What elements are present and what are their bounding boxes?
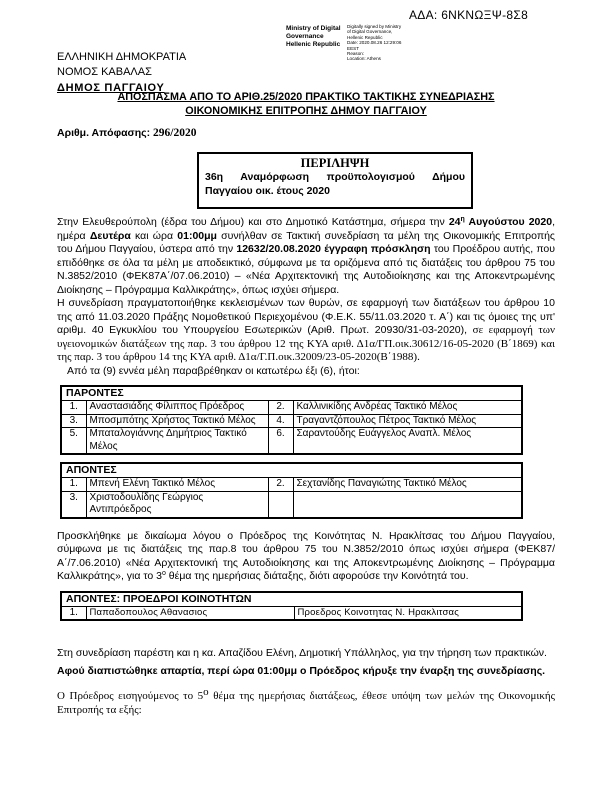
decision-number-value: 296/2020 xyxy=(153,127,197,139)
table-cell: Αναστασιάδης Φίλιππος Πρόεδρος xyxy=(86,401,268,415)
text-segment: ο xyxy=(161,570,166,577)
text-segment: η xyxy=(460,216,465,223)
table-header-cell: ΑΠΟΝΤΕΣ xyxy=(61,463,522,478)
signature-detail-line: of Digital Governance, xyxy=(347,29,393,35)
table-cell: Τραγαντζόπουλος Πέτρος Τακτικό Μέλος xyxy=(293,414,522,428)
text-segment: Δευτέρα xyxy=(89,229,131,242)
digital-signature-stamp xyxy=(286,25,346,48)
body-paragraph-invited-president xyxy=(57,530,555,584)
text-segment: 24 xyxy=(448,216,461,228)
decision-number xyxy=(57,127,196,139)
signature-detail-line: Digitally signed by Ministry xyxy=(347,24,402,29)
table-row xyxy=(61,606,522,620)
table-cell: Σαραντούδης Ευάγγελος Αναπλ. Μέλος xyxy=(293,428,522,455)
summary-text: 36η Αναμόρφωση προϋπολογισμού Δήμου Παγγαίου οικ. έτους 2020 xyxy=(205,171,465,197)
stamp-org-line: Governance xyxy=(286,32,324,40)
table-cell: Σεχτανίδης Παναγιώτης Τακτικό Μέλος xyxy=(293,478,522,492)
text-segment: Η συνεδρίαση πραγματοποιήθηκε κεκλεισμένων των θυρών, σε εφαρμογή των διατάξεων του άρθρου 10 της από 11.03.2020 Πράξης Νομοθετικού Περιεχομένου (Φ.Ε.Κ. 55/11.03.2020 τ. Α΄) και τις όμοιες της υπ' αριθμ. 40 Εγκυκλίου του Υπουργείου Εσωτερικών (Αριθ. Πρωτ. 20930/31-03-2020), xyxy=(57,297,555,336)
text-segment: 01:00μμ xyxy=(177,229,217,242)
signature-detail-line: EEST xyxy=(347,45,359,51)
table-cell: Μπαταλογιάννης Δημήτριος Τακτικό Μέλος xyxy=(86,428,268,455)
table-row xyxy=(61,428,522,455)
table-header-cell: ΠΑΡΟΝΤΕΣ xyxy=(61,386,522,401)
text-segment: θέμα της ημερήσιας διατάξεως, έθεσε υπόψη των μελών της Οικονομικής Επιτροπής τα εξής: xyxy=(57,690,555,716)
body-paragraph-attendance: Από τα (9) εννέα μέλη παραβρέθηκαν οι κατωτέρω έξι (6), ήτοι: xyxy=(67,364,360,377)
table-header-cell: ΑΠΟΝΤΕΣ: ΠΡΟΕΔΡΟΙ ΚΟΙΝΟΤΗΤΩΝ xyxy=(61,592,522,607)
signature-detail-line: Location: Athens xyxy=(347,56,381,62)
summary-heading: ΠΕΡΙΛΗΨΗ xyxy=(300,156,370,170)
body-paragraph-quorum: Αφού διαπιστώθηκε απαρτία, περί ώρα 01:00μμ ο Πρόεδρος κήρυξε την έναρξη της συνεδρίασης. xyxy=(57,664,546,677)
document-body xyxy=(57,216,555,717)
text-segment: , ημέρα xyxy=(57,216,555,242)
text-segment: και ώρα xyxy=(130,229,178,242)
table-cell xyxy=(268,491,293,518)
table-cell: 3. xyxy=(61,414,86,428)
body-paragraph-secretary: Στη συνεδρίαση παρέστη και η κα. Απαζίδου Ελένη, Δημοτική Υπάλληλος, για την τήρηση των πρακτικών. xyxy=(57,647,547,659)
table-cell: Καλλινικίδης Ανδρέας Τακτικό Μέλος xyxy=(293,401,522,415)
text-segment: θέμα της ημερήσιας διάταξης, διότι αφορούσε την Κοινότητά του. xyxy=(165,570,469,582)
letterhead xyxy=(57,50,186,96)
signature-detail-line: Date: 2020.08.26 12:29:06 xyxy=(347,40,402,46)
table-cell: 2. xyxy=(268,401,293,415)
table-cell: Μπενή Ελένη Τακτικό Μέλος xyxy=(86,478,268,492)
document-title-line1: ΑΠΟΣΠΑΣΜΑ ΑΠΟ ΤΟ ΑΡΙΘ.25/2020 ΠΡΑΚΤΙΚΟ ΤΑΚΤΙΚΗΣ ΣΥΝΕΔΡΙΑΣΗΣ xyxy=(117,91,495,103)
signature-detail-line: Reason: xyxy=(347,51,365,57)
letterhead-municipality: ΔΗΜΟΣ ΠΑΓΓΑΙΟΥ xyxy=(57,82,165,94)
table-cell: 1. xyxy=(61,401,86,415)
table-row xyxy=(61,478,522,492)
text-segment: 12632/20.08.2020 έγγραφη πρόσκληση xyxy=(236,243,431,255)
summary-box xyxy=(197,152,473,209)
table-cell: Μποσμπότης Χρήστος Τακτικό Μέλος xyxy=(86,414,268,428)
table-header-row xyxy=(61,463,522,478)
text-segment: του Προέδρου αυτής, που επιδόθηκε σε όλα τα μέλη με αποδεικτικό, σύμφωνα με τα οριζόμενα από τις διατάξεις του άρθρου 75 του Ν.3852/2010 (ΦΕΚ87Α΄/07.06.2010) – «Νέα Αρχιτεκτονική της Αυτοδιοίκησης και της Αποκεντρωμένης Διοίκησης – Πρόγραμμα Καλλικράτης», όπως ισχύει σήμερα. xyxy=(57,243,556,296)
absent-members-table xyxy=(60,462,523,519)
table-cell: Προεδρος Κοινοτητας Ν. Ηρακλιτσας xyxy=(294,606,522,620)
table-cell xyxy=(293,491,522,518)
text-segment: ο xyxy=(203,686,209,698)
table-cell: 1. xyxy=(61,478,86,492)
table-cell: 5. xyxy=(61,428,86,455)
table-cell: 2. xyxy=(268,478,293,492)
document-title xyxy=(0,91,612,118)
text-segment: σε εφαρμογή των υγειονομικών διατάξεων της παρ. 3 του άρθρου 12 της ΚΥΑ αριθ. Δ1α/ΓΠ.οικ.30612/16-05-2020 (Β΄1869) και της παρ. 3 του άρθρου 14 της ΚΥΑ αριθ. Δ1α/Γ.Π.οικ.32009/23-05-2020(Β΄1988). xyxy=(57,324,555,363)
body-paragraph-agenda-item xyxy=(57,686,555,717)
table-cell: 6. xyxy=(268,428,293,455)
absent-presidents-table xyxy=(60,591,523,622)
table-row xyxy=(61,491,522,518)
table-header-row xyxy=(61,592,522,607)
text-segment: συνήλθαν σε Τακτική συνεδρίαση τα μέλη της Οικονομικής Επιτροπής του Δήμου Παγγαίου, ύστερα από την xyxy=(57,229,555,255)
letterhead-prefecture: ΝΟΜΟΣ ΚΑΒΑΛΑΣ xyxy=(57,66,152,78)
signature-details xyxy=(347,24,427,62)
table-cell: 1. xyxy=(61,606,86,620)
text-segment: Στην Ελευθερούπολη (έδρα του Δήμου) και στο Δημοτικό Κατάστημα, σήμερα την xyxy=(57,216,449,228)
table-cell: 4. xyxy=(268,414,293,428)
stamp-org-line: Hellenic Republic xyxy=(286,40,341,48)
body-paragraph-closed-doors xyxy=(57,297,555,365)
document-title-line2: ΟΙΚΟΝΟΜΙΚΗΣ ΕΠΙΤΡΟΠΗΣ ΔΗΜΟΥ ΠΑΓΓΑΙΟΥ xyxy=(185,104,427,117)
text-segment: Ο Πρόεδρος εισηγούμενος το 5 xyxy=(57,690,204,702)
table-cell: Χριστοδουλίδης Γεώργιος Αντιπρόεδρος xyxy=(86,491,268,518)
body-paragraph-session-intro xyxy=(57,216,555,297)
ada-number: ΑΔΑ: 6ΝΚΝΩΞΨ-8Σ8 xyxy=(409,8,529,22)
table-cell: 3. xyxy=(61,491,86,518)
stamp-org-line: Ministry of Digital xyxy=(286,25,341,32)
letterhead-republic: ΕΛΛΗΝΙΚΗ ΔΗΜΟΚΡΑΤΙΑ xyxy=(57,51,187,63)
table-header-row xyxy=(61,386,522,401)
text-segment: Αυγούστου 2020 xyxy=(464,216,553,228)
signature-detail-line: Hellenic Republic xyxy=(347,34,383,40)
decision-number-label: Αριθμ. Απόφασης: xyxy=(57,127,151,139)
text-segment: Προσκλήθηκε με δικαίωμα λόγου ο Πρόεδρος της Κοινότητας Ν. Ηρακλίτσας του Δήμου Παγγαίου, σύμφωνα με τις διατάξεις της παρ.8 του άρθρου 75 του Ν.3852/2010 όπως ισχύει σήμερα (ΦΕΚ87/ Α΄/7.06.2010) «Νέα Αρχιτεκτονική της Αυτοδιοίκησης και της Αποκεντρωμένης Διοίκησης – Πρόγραμμα Καλλικράτης», για το 3 xyxy=(57,529,555,582)
table-row xyxy=(61,414,522,428)
present-members-table xyxy=(60,385,523,455)
table-row xyxy=(61,401,522,415)
table-cell: Παπαδοπουλος Αθανασιος xyxy=(86,606,294,620)
